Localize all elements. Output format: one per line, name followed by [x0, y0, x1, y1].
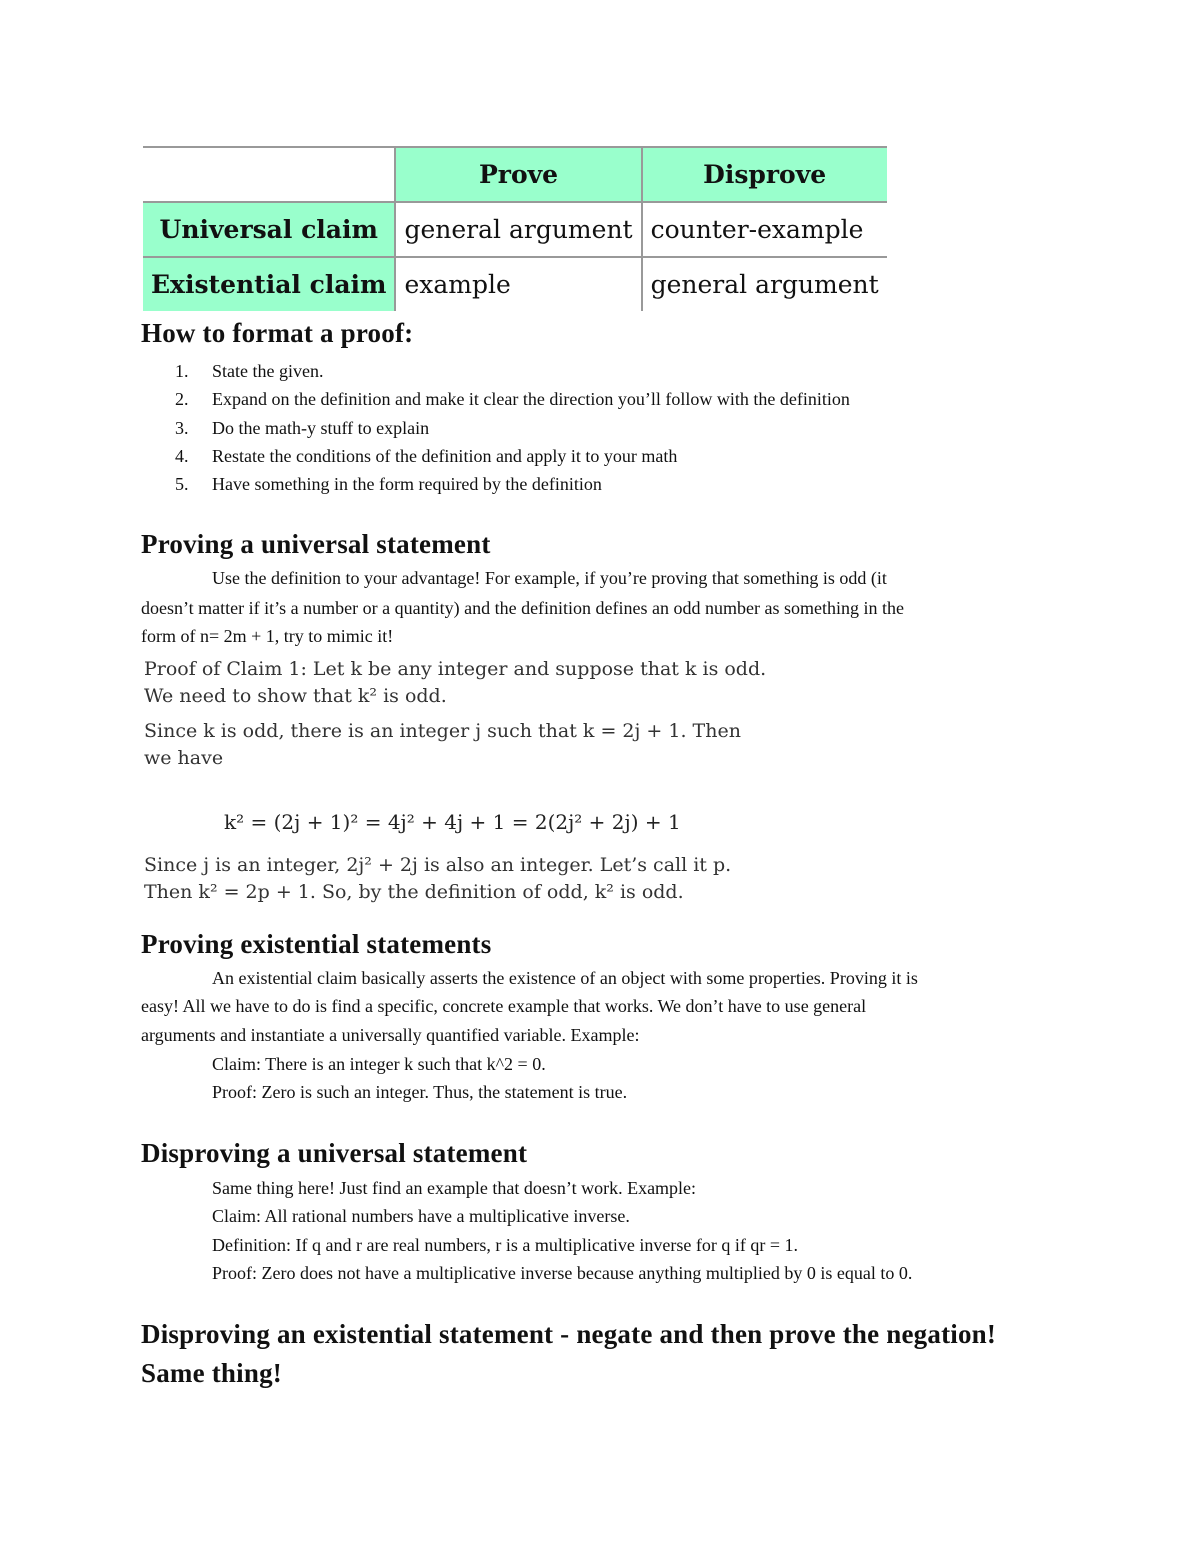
proof-text-line: Proof of Claim 1: Let k be any integer and suppose that k is odd. — [144, 658, 767, 680]
proof-text-line: Then k² = 2p + 1. So, by the definition of odd, k² is odd. — [144, 881, 684, 903]
prove-disprove-table — [143, 146, 887, 311]
proof-text-line: We need to show that k² is odd. — [144, 685, 447, 707]
table-cell: example — [395, 257, 641, 311]
paragraph-line: Same thing here! Just find an example that doesn’t work. Example: — [212, 1178, 697, 1198]
column-header-disprove: Disprove — [642, 147, 887, 202]
heading-existential: Proving existential statements — [141, 929, 492, 959]
paragraph-line: Definition: If q and r are real numbers, r is a multiplicative inverse for q if qr = 1. — [212, 1235, 798, 1255]
paragraph-line: easy! All we have to do is find a specific, concrete example that works. We don’t have to use general — [141, 996, 867, 1016]
paragraph-line: An existential claim basically asserts the existence of an object with some properties. Proving it is — [212, 968, 918, 988]
heading-universal: Proving a universal statement — [141, 529, 491, 559]
list-item: 1. State the given. — [175, 361, 324, 381]
list-item: 5. Have something in the form required by the definition — [175, 474, 602, 495]
table-corner-cell — [143, 147, 395, 202]
table-header-row — [143, 147, 887, 202]
paragraph-line: arguments and instantiate a universally quantified variable. Example: — [141, 1025, 640, 1045]
proof-equation: k² = (2j + 1)² = 4j² + 4j + 1 = 2(2j² + 2j) + 1 — [224, 810, 681, 834]
heading-disprove-universal: Disproving a universal statement — [141, 1138, 528, 1168]
proof-text-line: Since k is odd, there is an integer j such that k = 2j + 1. Then — [144, 720, 741, 742]
list-item: 2. Expand on the definition and make it clear the direction you’ll follow with the definition — [175, 389, 850, 410]
row-header-universal: Universal claim — [143, 202, 395, 257]
heading-format-proof: How to format a proof: — [141, 318, 414, 348]
table-cell: general argument — [395, 202, 641, 257]
table-row — [143, 202, 887, 257]
table-cell: counter-example — [642, 202, 887, 257]
paragraph-line: Proof: Zero is such an integer. Thus, the statement is true. — [212, 1082, 628, 1102]
table-row — [143, 257, 887, 311]
heading-disprove-existential-cont: Same thing! — [141, 1358, 282, 1388]
paragraph-line: Use the definition to your advantage! For example, if you’re proving that something is odd (it — [212, 568, 887, 588]
proof-steps-list — [141, 357, 850, 498]
column-header-prove: Prove — [395, 147, 641, 202]
paragraph-line: doesn’t matter if it’s a number or a quantity) and the definition defines an odd number as something in the — [141, 598, 904, 618]
paragraph-line: Proof: Zero does not have a multiplicative inverse because anything multiplied by 0 is equal to 0. — [212, 1263, 913, 1283]
list-item: 4. Restate the conditions of the definition and apply it to your math — [175, 445, 678, 466]
paragraph-line: Claim: All rational numbers have a multiplicative inverse. — [212, 1206, 630, 1226]
paragraph-line: Claim: There is an integer k such that k^2 = 0. — [212, 1054, 546, 1074]
proof-text-line: Since j is an integer, 2j² + 2j is also an integer. Let’s call it p. — [144, 854, 732, 876]
proof-text-line: we have — [144, 747, 224, 769]
paragraph-line: form of n= 2m + 1, try to mimic it! — [141, 626, 394, 646]
row-header-existential: Existential claim — [143, 257, 395, 311]
list-item: 3. Do the math-y stuff to explain — [175, 417, 430, 438]
heading-disprove-existential: Disproving an existential statement - negate and then prove the negation! — [141, 1319, 997, 1349]
table-cell: general argument — [642, 257, 887, 311]
